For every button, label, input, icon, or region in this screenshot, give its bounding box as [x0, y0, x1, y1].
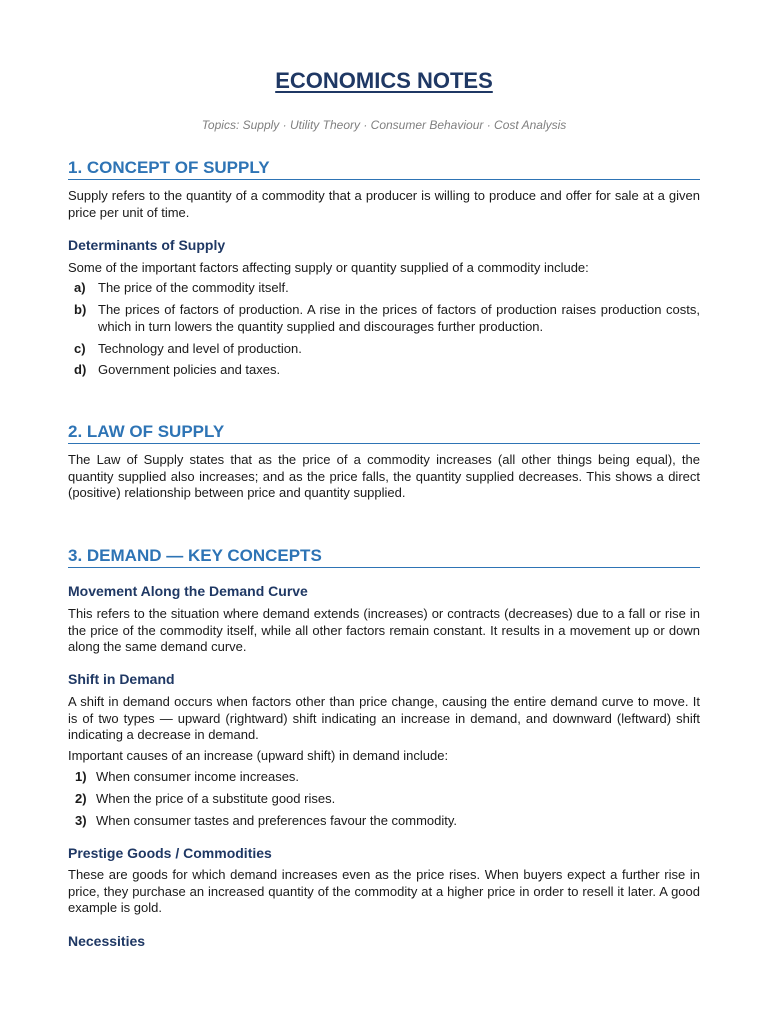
- section-heading-law-of-supply: 2. LAW OF SUPPLY: [68, 422, 700, 444]
- list-item: [74, 280, 700, 297]
- list-marker: 2): [75, 791, 87, 806]
- document-subtitle: Topics: Supply · Utility Theory · Consumer Behaviour · Cost Analysis: [201, 118, 567, 132]
- list-marker: d): [74, 362, 87, 377]
- list-marker: b): [74, 302, 87, 317]
- list-item: [75, 769, 700, 786]
- determinants-intro-paragraph: Some of the important factors affecting supply or quantity supplied of a commodity include:: [68, 260, 589, 275]
- subheading-shift: Shift in Demand: [68, 671, 175, 687]
- subheading-determinants: Determinants of Supply: [68, 237, 226, 253]
- list-item-text: Government policies and taxes.: [98, 362, 281, 377]
- list-item: [75, 813, 700, 830]
- list-item-text: The price of the commodity itself.: [98, 280, 289, 295]
- section-heading-supply: 1. CONCEPT OF SUPPLY: [68, 158, 700, 180]
- list-marker: 3): [75, 813, 87, 828]
- prestige-goods-paragraph: These are goods for which demand increases even as the price rises. When buyers expect a further rise in price, they purchase an increased quantity of the commodity at a higher price in order to resell it later. A good example is gold.: [68, 867, 700, 915]
- list-marker: c): [74, 341, 86, 356]
- list-item: [74, 341, 700, 358]
- subheading-prestige-goods: Prestige Goods / Commodities: [68, 845, 272, 861]
- list-marker: 1): [75, 769, 87, 784]
- list-item-text: When the price of a substitute good rises.: [96, 791, 336, 806]
- supply-intro-paragraph: Supply refers to the quantity of a commodity that a producer is willing to produce and offer for sale at a given price per unit of time.: [68, 188, 700, 220]
- list-item: [74, 362, 700, 379]
- list-item-text: The prices of factors of production. A rise in the prices of factors of production raises production costs, which in turn lowers the quantity supplied and discourages further production.: [98, 302, 700, 334]
- list-item: [74, 302, 700, 335]
- movement-paragraph: This refers to the situation where demand extends (increases) or contracts (decreases) due to a fall or rise in the price of the commodity itself, while all other factors remain constant. It results in a movement up or down along the same demand curve.: [68, 606, 700, 654]
- list-item-text: Technology and level of production.: [98, 341, 302, 356]
- list-item-text: When consumer tastes and preferences favour the commodity.: [96, 813, 458, 828]
- shift-paragraph: A shift in demand occurs when factors other than price change, causing the entire demand curve to move. It is of two types — upward (rightward) shift indicating an increase in demand, and downward (leftward) shift indicating a decrease in demand.: [68, 694, 700, 742]
- list-marker: a): [74, 280, 86, 295]
- list-item: [75, 791, 700, 808]
- list-item-text: When consumer income increases.: [96, 769, 300, 784]
- section-heading-demand: 3. DEMAND — KEY CONCEPTS: [68, 546, 700, 568]
- subheading-necessities: Necessities: [68, 933, 146, 949]
- subheading-movement: Movement Along the Demand Curve: [68, 583, 308, 599]
- causes-intro-paragraph: Important causes of an increase (upward shift) in demand include:: [68, 748, 449, 763]
- document-title: ECONOMICS NOTES: [275, 68, 493, 93]
- law-of-supply-paragraph: The Law of Supply states that as the price of a commodity increases (all other things being equal), the quantity supplied also increases; and as the price falls, the quantity supplied decreases. This shows a direct (positive) relationship between price and quantity supplied.: [68, 452, 700, 500]
